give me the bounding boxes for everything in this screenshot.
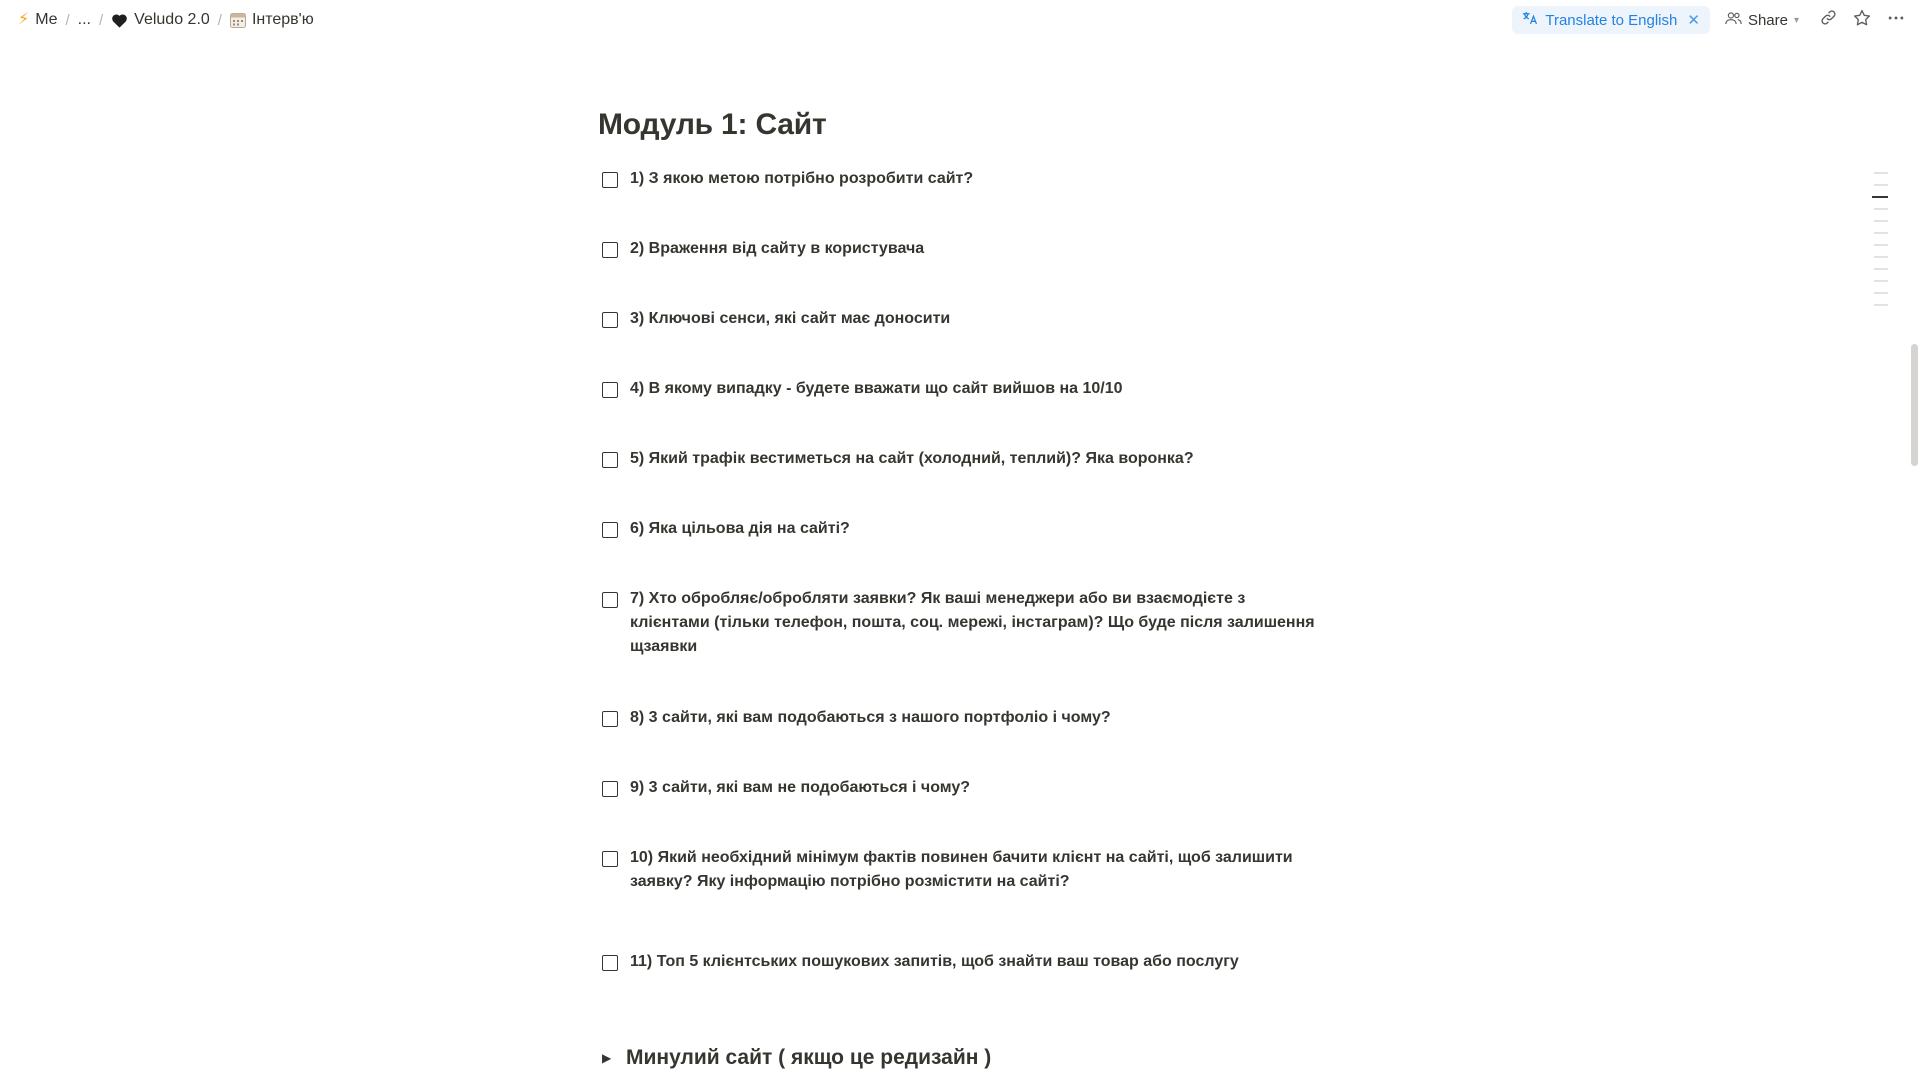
translate-label: Translate to English xyxy=(1545,11,1678,29)
todo-item xyxy=(602,310,1322,331)
toc-item[interactable] xyxy=(1874,292,1888,294)
todo-checkbox[interactable] xyxy=(602,955,618,971)
star-icon xyxy=(1853,9,1871,32)
breadcrumb-label: ... xyxy=(77,11,91,28)
toc-item[interactable] xyxy=(1874,256,1888,258)
todo-text[interactable]: 4) В якому випадку - будете вважати що сайт вийшов на 10/10 xyxy=(630,380,1123,397)
todo-item xyxy=(602,953,1322,974)
calendar-icon xyxy=(230,12,246,28)
link-icon xyxy=(1820,9,1837,31)
todo-checkbox[interactable] xyxy=(602,851,618,867)
toc-item[interactable] xyxy=(1874,232,1888,234)
toc-item[interactable] xyxy=(1874,268,1888,270)
todo-checkbox[interactable] xyxy=(602,592,618,608)
page-title: Модуль 1: Сайт xyxy=(598,108,827,141)
toc-item[interactable] xyxy=(1874,304,1888,306)
toggle-triangle-icon[interactable]: ▶ xyxy=(602,1051,612,1065)
toc-item[interactable] xyxy=(1874,244,1888,246)
todo-text[interactable]: 6) Яка цільова дія на сайті? xyxy=(630,520,850,537)
favorite-button[interactable] xyxy=(1848,6,1876,34)
todo-text[interactable]: 8) 3 сайти, які вам подобаються з нашого портфоліо і чому? xyxy=(630,709,1111,726)
breadcrumb-item-interview[interactable] xyxy=(224,8,320,32)
share-button[interactable] xyxy=(1716,6,1808,34)
toc-item[interactable] xyxy=(1874,184,1888,186)
people-icon xyxy=(1725,11,1742,29)
todo-text[interactable]: 10) Який необхідний мінімум фактів повинен бачити клієнт на сайті, щоб залишити заявку? Яку інформацію потрібно розмістити на сайті? xyxy=(630,849,1293,890)
todo-text[interactable]: 3) Ключові сенси, які сайт має доносити xyxy=(630,310,951,327)
todo-text[interactable]: 9) 3 сайти, які вам не подобаються і чому? xyxy=(630,779,971,796)
toc-item[interactable] xyxy=(1874,220,1888,222)
close-icon[interactable]: ✕ xyxy=(1687,12,1700,29)
breadcrumb-label: Veludo 2.0 xyxy=(134,11,210,28)
breadcrumb-separator: / xyxy=(98,11,104,29)
toggle-label: Минулий сайт ( якщо це редизайн ) xyxy=(626,1046,992,1069)
todo-checkbox[interactable] xyxy=(602,242,618,258)
todo-text[interactable]: 2) Враження від сайту в користувача xyxy=(630,240,925,257)
todo-checkbox[interactable] xyxy=(602,781,618,797)
top-bar xyxy=(0,0,1920,40)
breadcrumb xyxy=(12,8,320,32)
todo-checkbox[interactable] xyxy=(602,312,618,328)
todo-text[interactable]: 11) Топ 5 клієнтських пошукових запитів, щоб знайти ваш товар або послугу xyxy=(630,953,1239,970)
toc-item[interactable] xyxy=(1874,280,1888,282)
todo-item xyxy=(602,849,1322,894)
table-of-contents[interactable] xyxy=(1872,172,1890,316)
todo-item xyxy=(602,380,1322,401)
todo-checkbox[interactable] xyxy=(602,172,618,188)
share-label: Share xyxy=(1747,11,1788,29)
toc-item-active[interactable] xyxy=(1872,196,1888,198)
todo-item xyxy=(602,450,1322,471)
toc-item[interactable] xyxy=(1874,172,1888,174)
todo-checkbox[interactable] xyxy=(602,522,618,538)
lightning-icon: ⚡ xyxy=(18,11,30,28)
toggle-block[interactable] xyxy=(602,1046,991,1070)
todo-item xyxy=(602,240,1322,261)
toc-item[interactable] xyxy=(1874,208,1888,210)
todo-text[interactable]: 1) З якою метою потрібно розробити сайт? xyxy=(630,170,974,187)
todo-text[interactable]: 5) Який трафік вестиметься на сайт (холодний, теплий)? Яка воронка? xyxy=(630,450,1194,467)
breadcrumb-label: Me xyxy=(35,11,58,28)
copy-link-button[interactable] xyxy=(1814,6,1842,34)
translate-icon xyxy=(1522,11,1539,29)
todo-item xyxy=(602,170,1322,191)
breadcrumb-separator: / xyxy=(217,11,222,29)
todo-checkbox[interactable] xyxy=(602,382,618,398)
breadcrumb-item-ellipsis[interactable] xyxy=(72,8,97,32)
todo-item xyxy=(602,590,1322,659)
todo-item xyxy=(602,709,1322,730)
more-horizontal-icon xyxy=(1887,9,1905,32)
translate-to-english-button[interactable] xyxy=(1512,6,1710,34)
todo-text[interactable]: 7) Хто обробляє/обробляти заявки? Як ваші менеджери або ви взаємодієте з клієнтами (тільки телефон, пошта, соц. мережі, інстаграм)? Що буде після залишення щзаявки xyxy=(630,590,1315,655)
todo-item xyxy=(602,779,1322,800)
more-options-button[interactable] xyxy=(1882,6,1910,34)
topbar-actions xyxy=(1512,6,1910,34)
black-heart-icon xyxy=(111,13,128,28)
breadcrumb-separator: / xyxy=(65,11,70,29)
todo-checkbox[interactable] xyxy=(602,452,618,468)
breadcrumb-item-veludo[interactable] xyxy=(105,8,216,32)
breadcrumb-item-me[interactable] xyxy=(12,8,63,32)
chevron-down-icon: ▾ xyxy=(1793,14,1799,26)
scrollbar-thumb[interactable] xyxy=(1911,344,1918,466)
todo-checkbox[interactable] xyxy=(602,711,618,727)
breadcrumb-label: Інтерв'ю xyxy=(251,11,314,28)
todo-item xyxy=(602,520,1322,541)
